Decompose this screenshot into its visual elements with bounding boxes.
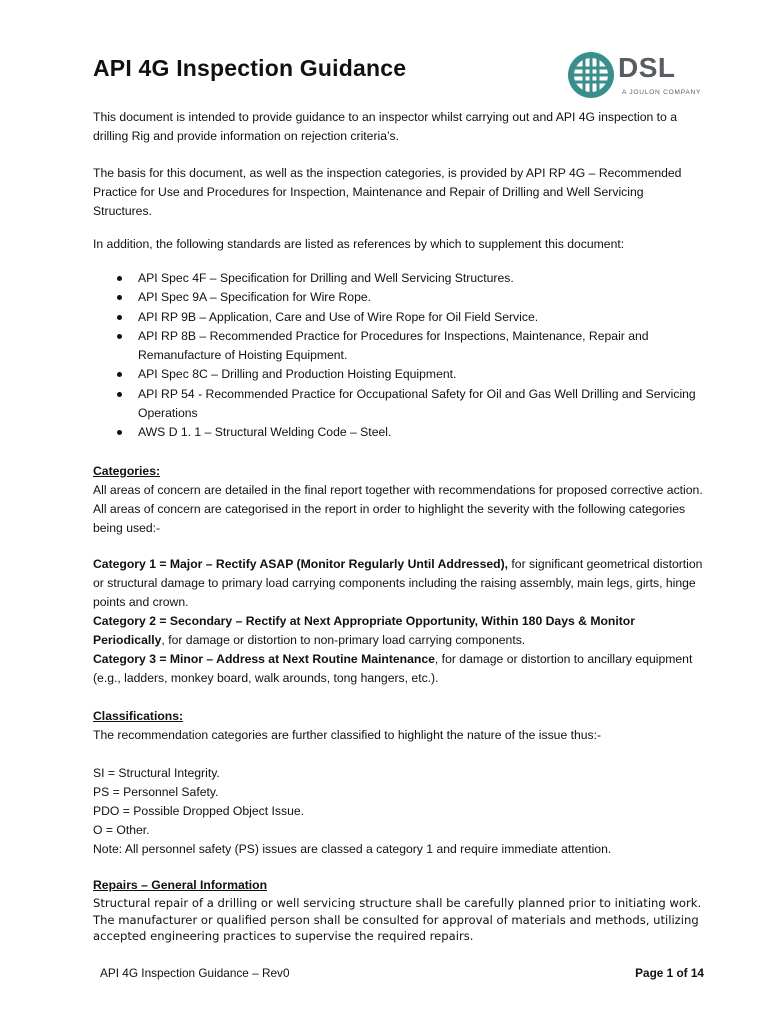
list-item: API RP 9B – Application, Care and Use of Wire Rope for Oil Field Service. [115, 308, 705, 327]
list-item: API Spec 8C – Drilling and Production Hoisting Equipment. [115, 365, 705, 384]
logo-tagline: A JOULON COMPANY [622, 89, 702, 96]
code-o: O = Other. [93, 823, 150, 837]
categories-section [93, 462, 705, 538]
classification-codes [93, 764, 705, 859]
code-ps: PS = Personnel Safety. [93, 785, 219, 799]
dsl-logo [566, 48, 702, 104]
classifications-intro: The recommendation categories are further classified to highlight the nature of the issue thus:- [93, 728, 602, 742]
category-1-text: for significant geometrical distortion or structural damage to primary load carrying components including the raising assembly, main legs, girts, hinge points and crown. [93, 557, 703, 609]
references-list [115, 269, 705, 443]
code-si: SI = Structural Integrity. [93, 766, 220, 780]
list-item: AWS D 1. 1 – Structural Welding Code – Steel. [115, 423, 705, 442]
list-item: API Spec 9A – Specification for Wire Rope. [115, 288, 705, 307]
category-1-label: Category 1 = Major – Rectify ASAP (Monitor Regularly Until Addressed), [93, 557, 509, 571]
repairs-text: Structural repair of a drilling or well servicing structure shall be carefully planned prior to initiating work. The manufacturer or qualified person shall be consulted for approval of materials and methods, utilizing accepted engineering practices to supervise the required repairs. [93, 896, 702, 943]
category-1-definition [93, 555, 705, 612]
code-pdo: PDO = Possible Dropped Object Issue. [93, 804, 305, 818]
intro-paragraph-3: In addition, the following standards are listed as references by which to supplement this document: [93, 237, 625, 251]
document-title: API 4G Inspection Guidance [93, 55, 407, 81]
logo-wordmark: DSL [618, 52, 676, 83]
classifications-section [93, 707, 705, 745]
dsl-globe-icon [566, 50, 616, 100]
footer-page-number: Page 1 of 14 [635, 966, 704, 980]
category-3-text: , for damage or distortion to ancillary equipment (e.g., ladders, monkey board, walk arounds, tong hangers, etc.). [93, 652, 693, 685]
category-3-definition [93, 650, 705, 688]
categories-intro: All areas of concern are detailed in the final report together with recommendations for proposed corrective action. All areas of concern are categorised in the report in order to highlight the severity with the following categories being used:- [93, 483, 703, 535]
repairs-heading: Repairs – General Information [93, 878, 268, 892]
list-item: API RP 8B – Recommended Practice for Procedures for Inspections, Maintenance, Repair and Remanufacture of Hoisting Equipment. [115, 327, 705, 366]
footer-doc-title: API 4G Inspection Guidance – Rev0 [100, 966, 290, 980]
category-2-text: , for damage or distortion to non-primary load carrying components. [161, 633, 526, 647]
list-item: API Spec 4F – Specification for Drilling and Well Servicing Structures. [115, 269, 705, 288]
categories-heading: Categories: [93, 464, 161, 478]
category-definitions [93, 555, 705, 688]
intro-paragraph-2: The basis for this document, as well as the inspection categories, is provided by API RP 4G – Recommended Practice for Use and Procedures for Inspection, Maintenance and Repair of Drilling and Well Servicing Structures. [93, 166, 682, 218]
category-3-label: Category 3 = Minor – Address at Next Routine Maintenance [93, 652, 435, 666]
intro-paragraph-1: This document is intended to provide guidance to an inspector whilst carrying out and API 4G inspection to a drilling Rig and provide information on rejection criteria’s. [93, 110, 677, 143]
classifications-heading: Classifications: [93, 709, 184, 723]
ps-note: Note: All personnel safety (PS) issues are classed a category 1 and require immediate attention. [93, 842, 612, 856]
category-2-label: Category 2 = Secondary – Rectify at Next Appropriate Opportunity, Within 180 Days & Monitor Periodically [93, 614, 635, 647]
category-2-definition [93, 612, 705, 650]
list-item: API RP 54 - Recommended Practice for Occupational Safety for Oil and Gas Well Drilling and Servicing Operations [115, 385, 705, 424]
repairs-section [93, 876, 705, 945]
